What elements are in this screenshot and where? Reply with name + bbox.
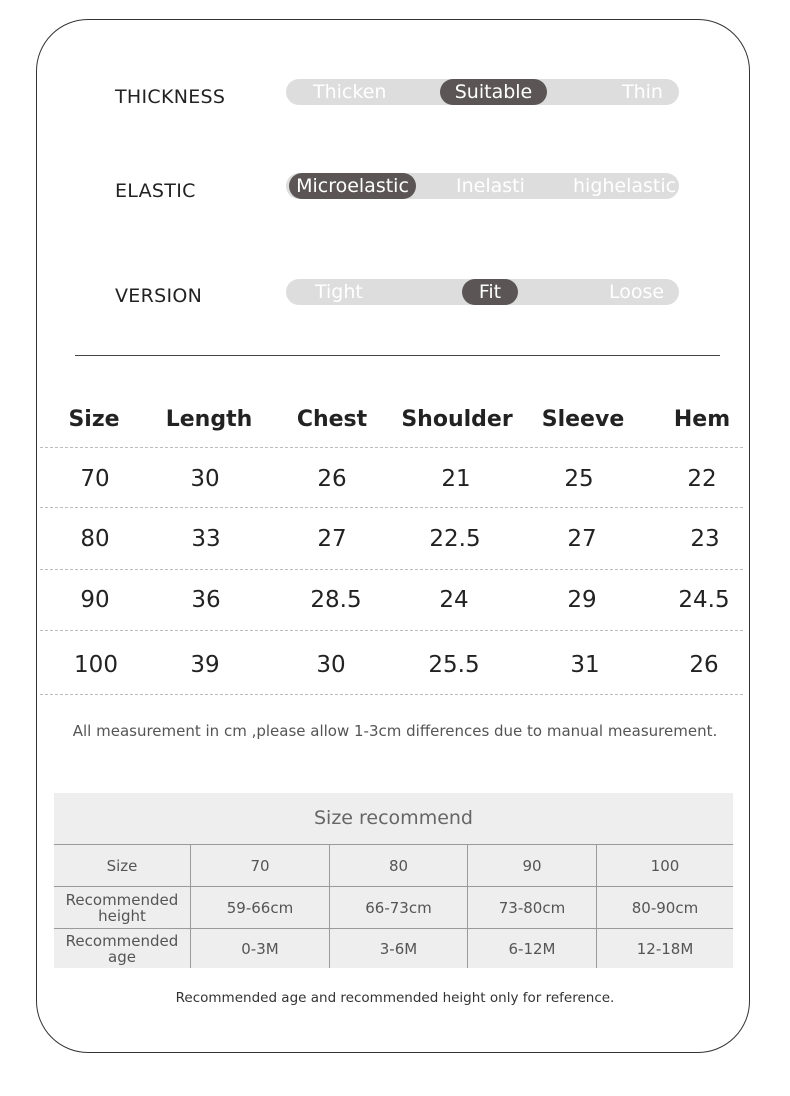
cell-sleeve: 25 bbox=[564, 466, 594, 492]
header-sleeve: Sleeve bbox=[541, 407, 625, 432]
cell-size: 80 bbox=[80, 526, 110, 552]
recommend-row-age bbox=[54, 929, 733, 968]
recommend-cell: 12-18M bbox=[596, 929, 733, 968]
cell-size: 70 bbox=[80, 466, 110, 492]
cell-hem: 22 bbox=[687, 466, 717, 492]
section-divider bbox=[75, 355, 720, 356]
thickness-option-thicken: Thicken bbox=[313, 81, 387, 103]
cell-size: 100 bbox=[74, 652, 118, 678]
recommend-cell: 90 bbox=[467, 845, 596, 886]
version-option-fit-selected: Fit bbox=[462, 279, 518, 305]
header-length: Length bbox=[165, 407, 253, 432]
cell-shoulder: 24 bbox=[439, 587, 469, 613]
table-row bbox=[40, 570, 743, 631]
cell-shoulder: 22.5 bbox=[429, 526, 481, 552]
cell-hem: 24.5 bbox=[678, 587, 730, 613]
recommend-cell: 100 bbox=[596, 845, 733, 886]
elastic-option-microelastic-selected: Microelastic bbox=[289, 173, 416, 199]
cell-chest: 27 bbox=[317, 526, 347, 552]
size-recommend-title: Size recommend bbox=[54, 793, 733, 845]
reference-note: Recommended age and recommended height only for reference. bbox=[175, 990, 615, 1006]
cell-sleeve: 29 bbox=[567, 587, 597, 613]
recommend-row-height bbox=[54, 887, 733, 929]
cell-length: 33 bbox=[191, 526, 221, 552]
header-size: Size bbox=[68, 407, 120, 432]
recommend-cell: 59-66cm bbox=[190, 887, 329, 928]
thickness-option-suitable-selected: Suitable bbox=[440, 79, 547, 105]
cell-hem: 23 bbox=[690, 526, 720, 552]
measurement-note: All measurement in cm ,please allow 1-3cm differences due to manual measurement. bbox=[72, 722, 718, 740]
table-row bbox=[40, 631, 743, 695]
recommend-cell: 80-90cm bbox=[596, 887, 733, 928]
cell-shoulder: 21 bbox=[441, 466, 471, 492]
cell-length: 30 bbox=[190, 466, 220, 492]
recommend-cell: 66-73cm bbox=[329, 887, 467, 928]
recommend-cell: 73-80cm bbox=[467, 887, 596, 928]
recommend-cell: 0-3M bbox=[190, 929, 329, 968]
table-row bbox=[40, 508, 743, 570]
cell-chest: 30 bbox=[316, 652, 346, 678]
cell-size: 90 bbox=[80, 587, 110, 613]
attr-label-elastic: ELASTIC bbox=[115, 180, 196, 202]
size-table-header bbox=[40, 407, 743, 448]
recommend-row-size bbox=[54, 845, 733, 887]
version-scale bbox=[286, 279, 679, 305]
recommend-cell: 70 bbox=[190, 845, 329, 886]
elastic-option-inelasti: Inelasti bbox=[456, 175, 525, 197]
header-shoulder: Shoulder bbox=[401, 407, 513, 432]
header-hem: Hem bbox=[673, 407, 731, 432]
attr-label-version: VERSION bbox=[115, 285, 203, 307]
cell-chest: 26 bbox=[317, 466, 347, 492]
cell-length: 39 bbox=[190, 652, 220, 678]
cell-sleeve: 27 bbox=[567, 526, 597, 552]
cell-shoulder: 25.5 bbox=[428, 652, 480, 678]
size-recommend-table bbox=[54, 793, 733, 968]
recommend-cell: 6-12M bbox=[467, 929, 596, 968]
version-option-loose: Loose bbox=[609, 281, 665, 303]
thickness-option-thin: Thin bbox=[622, 81, 663, 103]
attr-label-thickness: THICKNESS bbox=[115, 86, 226, 108]
thickness-scale bbox=[286, 79, 679, 105]
recommend-label: Recommended height bbox=[65, 890, 179, 925]
elastic-option-highelastic: highelastic bbox=[573, 175, 677, 197]
recommend-label: Recommended age bbox=[65, 931, 179, 966]
cell-hem: 26 bbox=[689, 652, 719, 678]
recommend-cell: 80 bbox=[329, 845, 467, 886]
table-row bbox=[40, 448, 743, 508]
cell-length: 36 bbox=[191, 587, 221, 613]
header-chest: Chest bbox=[296, 407, 368, 432]
cell-sleeve: 31 bbox=[570, 652, 600, 678]
recommend-label: Size bbox=[106, 856, 138, 875]
elastic-scale bbox=[286, 173, 679, 199]
version-option-tight: Tight bbox=[315, 281, 363, 303]
cell-chest: 28.5 bbox=[310, 587, 362, 613]
recommend-cell: 3-6M bbox=[329, 929, 467, 968]
